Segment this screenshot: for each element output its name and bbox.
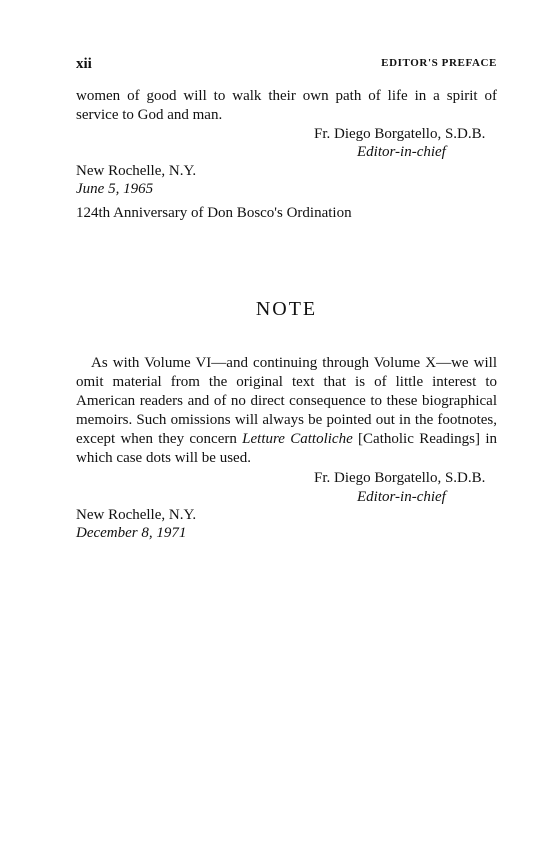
preface-closing-paragraph — [76, 87, 497, 125]
running-head — [76, 56, 497, 74]
preface-occasion: 124th Anniversary of Don Bosco's Ordination — [76, 205, 352, 221]
note-paragraph — [76, 354, 497, 468]
preface-signature-role: Editor-in-chief — [357, 144, 446, 160]
note-place: New Rochelle, N.Y. — [76, 507, 197, 523]
preface-date: June 5, 1965 — [76, 181, 154, 197]
note-signature-name: Fr. Diego Borgatello, S.D.B. — [314, 470, 486, 486]
note-text-before-title: As with Volume VI—and continuing through Volume X—we will omit material from the original text that is of little interest to American readers and of no direct consequence to these biographical memoirs. Such omissions will always be pointed out in the footnotes, except when they concern — [76, 355, 497, 447]
document-page — [76, 0, 497, 866]
note-text-after-title: [Catholic Readings] in which case dots will be used. — [76, 431, 497, 466]
note-heading: NOTE — [255, 298, 318, 320]
running-title: EDITOR'S PREFACE — [381, 57, 497, 69]
note-paragraph-text — [76, 354, 497, 468]
preface-paragraph-text: women of good will to walk their own path of life in a spirit of service to God and man. — [76, 88, 497, 123]
preface-signature-name: Fr. Diego Borgatello, S.D.B. — [314, 126, 486, 142]
note-signature-role: Editor-in-chief — [357, 489, 446, 505]
preface-place: New Rochelle, N.Y. — [76, 163, 197, 179]
page-number: xii — [76, 56, 92, 72]
note-italic-title: Letture Cattoliche — [242, 431, 353, 447]
note-date: December 8, 1971 — [76, 525, 187, 541]
